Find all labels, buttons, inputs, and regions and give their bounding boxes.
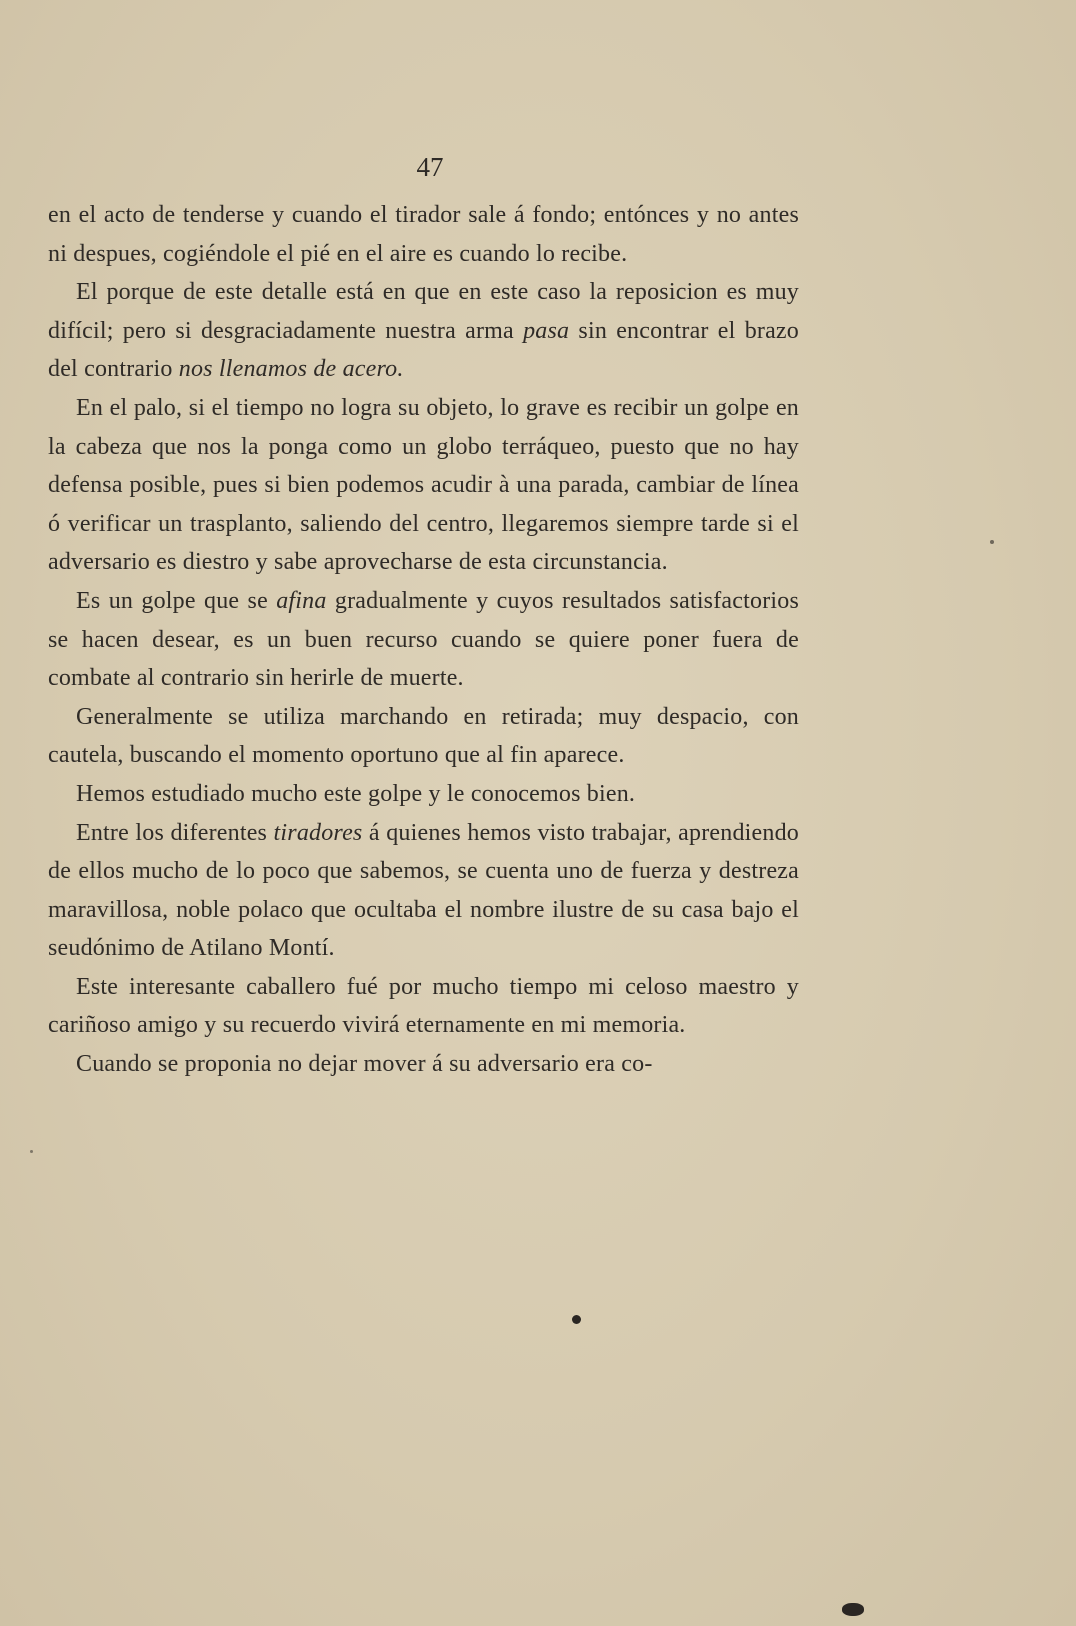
ink-speck	[990, 540, 994, 544]
ink-speck	[842, 1603, 864, 1616]
text-run: Este interesante caballero fué por mucho tiempo mi celoso maestro y cariñoso amigo y su recuerdo vivirá eternamente en mi memoria.	[48, 973, 799, 1039]
paragraph	[48, 196, 799, 273]
paragraph	[48, 389, 799, 582]
paragraph	[48, 273, 799, 389]
italic-text: afina	[276, 587, 327, 614]
paragraph	[48, 814, 799, 968]
text-run: El porque de este detalle está en que en este caso la reposicion es muy difícil; pero si desgraciadamente nuestra arma	[48, 279, 799, 344]
text-run: Es un golpe que se	[76, 587, 277, 614]
text-run: Hemos estudiado mucho este golpe y le conocemos bien.	[76, 780, 636, 807]
paragraph	[48, 698, 799, 775]
body-text	[48, 196, 799, 1084]
text-run: á quienes hemos visto trabajar, aprendiendo de ellos mucho de lo poco que sabemos, se cuenta uno de fuerza y destreza maravillosa, noble polaco que ocultaba el nombre ilustre de su casa bajo el seudónimo de Atilano Montí.	[48, 819, 799, 962]
paragraph	[48, 1045, 799, 1084]
italic-text: pasa	[523, 317, 570, 344]
italic-text: nos llenamos de acero.	[178, 356, 404, 383]
ink-speck	[572, 1315, 581, 1324]
text-run: En el palo, si el tiempo no logra su objeto, lo grave es recibir un golpe en la cabeza que nos la ponga como un globo terráqueo, puesto que no hay defensa posible, pues si bien podemos acudir à una parada, cambiar de línea ó verificar un trasplanto, saliendo del centro, llegaremos siempre tarde si el adversario es diestro y sabe aprovecharse de esta circunstancia.	[48, 394, 799, 576]
paragraph	[48, 775, 799, 814]
text-run: sin encontrar el brazo del contrario	[48, 317, 799, 383]
text-run: gradualmente y cuyos resultados satisfactorios se hacen desear, es un buen recurso cuando se quiere poner fuera de combate al contrario sin herirle de muerte.	[48, 587, 799, 692]
text-run: Entre los diferentes	[76, 819, 274, 846]
text-run: en el acto de tenderse y cuando el tirador sale á fondo; entónces y no antes ni despues, cogiéndole el pié en el aire es cuando lo recibe.	[48, 202, 799, 267]
paragraph	[48, 582, 799, 698]
ink-speck	[30, 1150, 33, 1153]
paragraph	[48, 968, 799, 1045]
page-number: 47	[416, 152, 444, 182]
italic-text: tiradores	[273, 819, 363, 846]
text-run: Generalmente se utiliza marchando en retirada; muy despacio, con cautela, buscando el momento oportuno que al fin aparece.	[48, 703, 799, 769]
text-run: Cuando se proponia no dejar mover á su adversario era co-	[76, 1051, 653, 1078]
